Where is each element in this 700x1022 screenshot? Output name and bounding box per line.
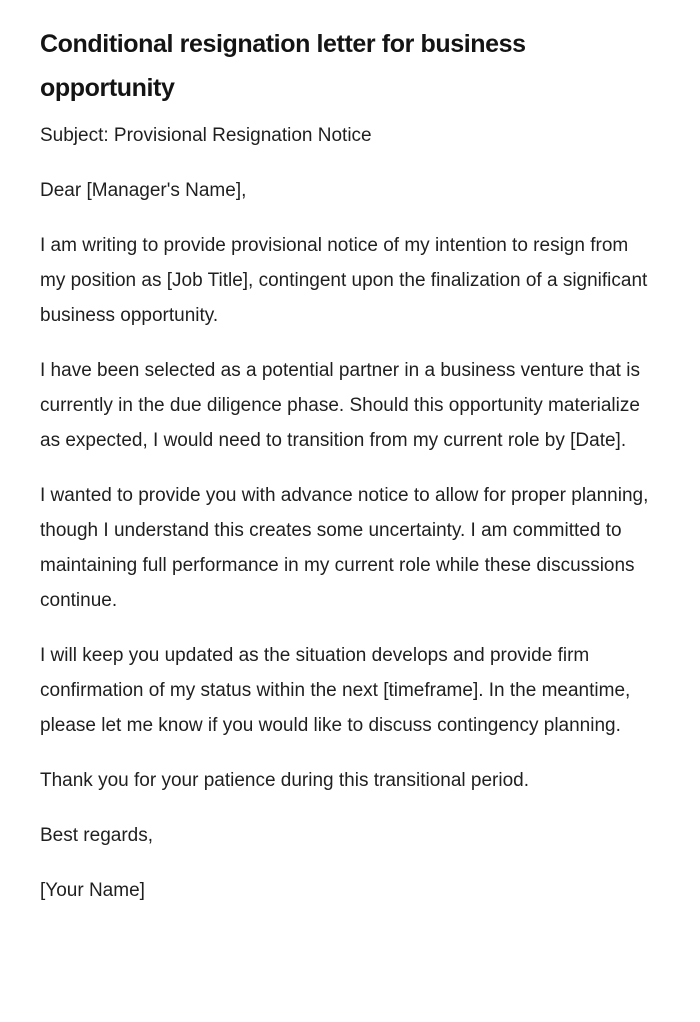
body-paragraph-5: Thank you for your patience during this transitional period.	[40, 770, 529, 791]
body-paragraph-2: I have been selected as a potential partner in a business venture that is currently in the due diligence phase. Should this opportunity materialize as expected, I would need to transition from my current role by [Date].	[40, 360, 640, 451]
body-paragraph-4: I will keep you updated as the situation develops and provide firm confirmation of my status within the next [timeframe]. In the meantime, please let me know if you would like to discuss contingency planning.	[40, 645, 631, 736]
body-paragraph-1: I am writing to provide provisional notice of my intention to resign from my position as [Job Title], contingent upon the finalization of a significant business opportunity.	[40, 235, 648, 326]
body-paragraph-3: I wanted to provide you with advance notice to allow for proper planning, though I understand this creates some uncertainty. I am committed to maintaining full performance in my current role while these discussions continue.	[40, 485, 649, 611]
closing: Best regards,	[40, 825, 153, 846]
page-title: Conditional resignation letter for business opportunity	[40, 30, 526, 102]
signature: [Your Name]	[40, 880, 145, 901]
salutation: Dear [Manager's Name],	[40, 180, 247, 201]
subject-line: Subject: Provisional Resignation Notice	[40, 125, 372, 146]
